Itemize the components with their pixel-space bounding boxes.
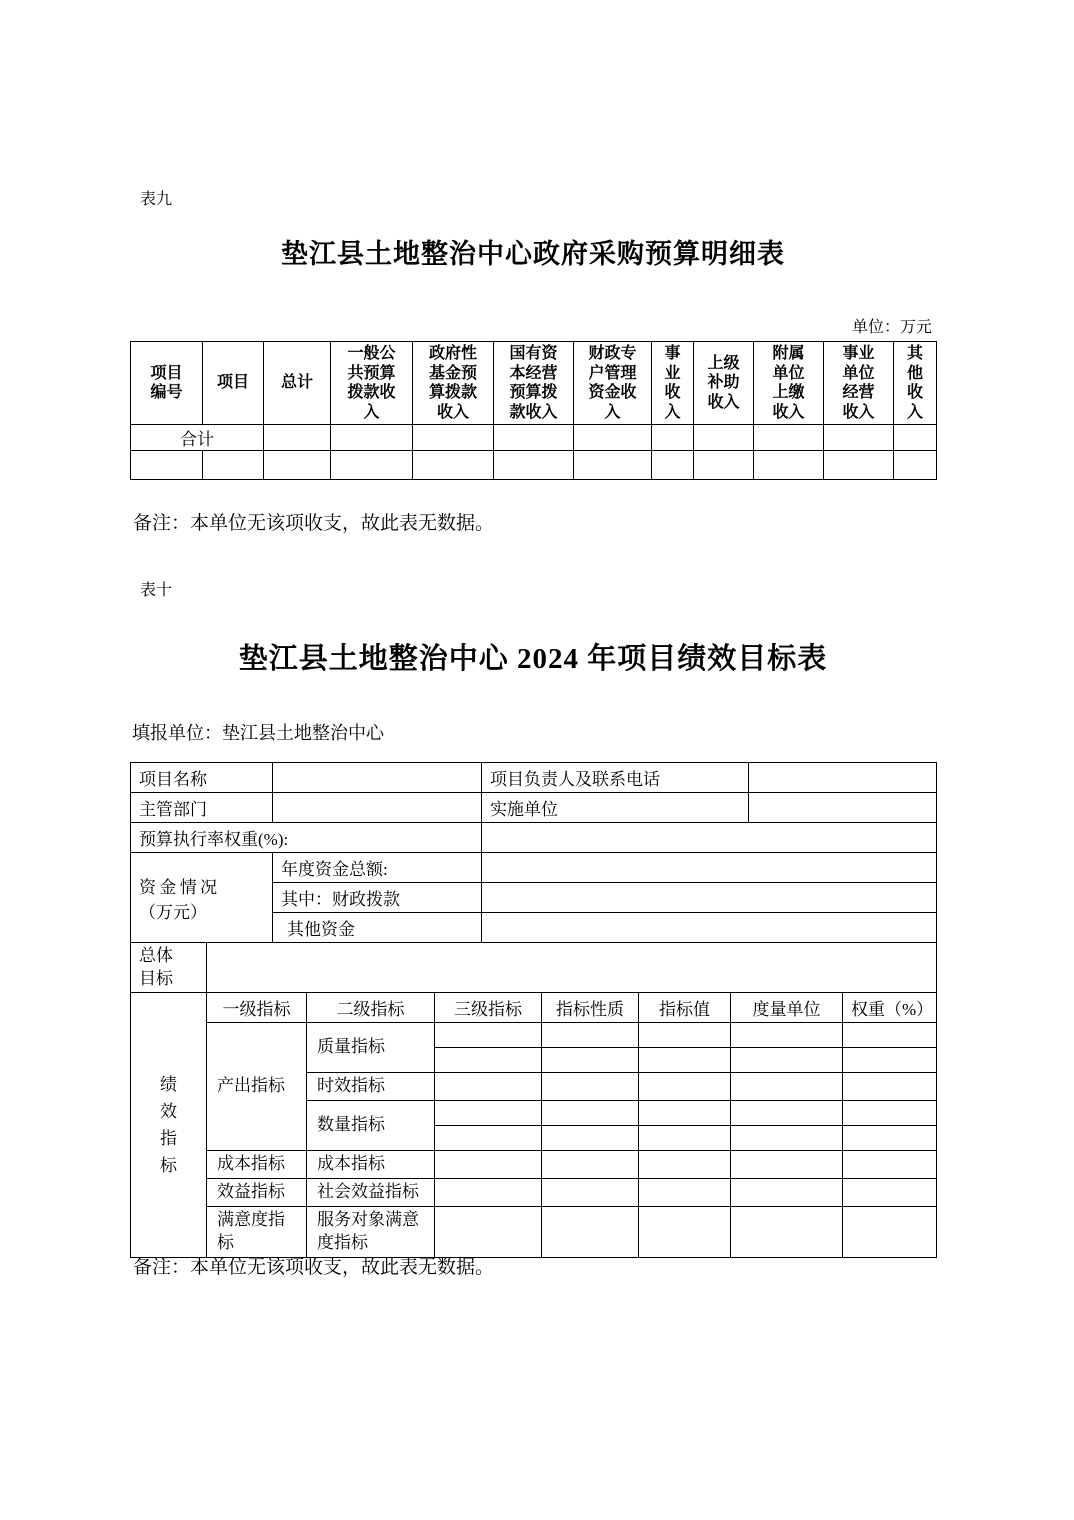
empty-cell [435, 1101, 542, 1126]
empty-cell [843, 1023, 937, 1048]
annual-total-label: 年度资金总额: [273, 853, 482, 883]
empty-cell [694, 451, 754, 480]
row-overall-goal [131, 943, 937, 993]
performance-indicator-grid [130, 992, 937, 1258]
empty-cell [542, 1048, 639, 1073]
empty-cell [652, 451, 694, 480]
fiscal-value-cell [482, 883, 937, 913]
table9-empty-row [131, 451, 937, 480]
col-header-level3: 三级指标 [435, 993, 542, 1023]
table10-label: 表十 [140, 582, 173, 599]
col-header-level2: 二级指标 [307, 993, 435, 1023]
empty-cell [639, 1126, 731, 1151]
empty-cell [639, 1048, 731, 1073]
funding-label: 资金情况（万元） [131, 853, 273, 943]
empty-cell [639, 1207, 731, 1258]
table9-label: 表九 [140, 191, 173, 208]
empty-cell [843, 1073, 937, 1101]
col-header-weight: 权重（%） [843, 993, 937, 1023]
empty-cell [542, 1207, 639, 1258]
service-satisfaction-indicator-label: 服务对象满意度指标 [307, 1207, 435, 1258]
perf-row [131, 1023, 937, 1048]
empty-cell [694, 425, 754, 451]
empty-cell [731, 1073, 843, 1101]
col-header-gov-fund-budget: 政府性基金预算拨款收入 [413, 342, 494, 425]
table9-title: 垫江县土地整治中心政府采购预算明细表 [281, 239, 785, 269]
empty-cell [894, 451, 937, 480]
col-header-affiliated-unit-payment: 附属单位上缴收入 [754, 342, 824, 425]
empty-cell [824, 425, 894, 451]
col-header-indicator-nature: 指标性质 [542, 993, 639, 1023]
col-header-general-public-budget: 一般公共预算拨款收入 [331, 342, 413, 425]
empty-cell [824, 451, 894, 480]
empty-cell [574, 451, 652, 480]
empty-cell [435, 1048, 542, 1073]
perf-row [131, 1207, 937, 1258]
other-funds-label: 其他资金 [273, 913, 482, 943]
perf-header-row [131, 993, 937, 1023]
row-project-name [131, 763, 937, 793]
empty-cell [731, 1101, 843, 1126]
empty-cell [731, 1048, 843, 1073]
social-benefit-indicator-label: 社会效益指标 [307, 1179, 435, 1207]
col-header-superior-subsidy: 上级补助收入 [694, 342, 754, 425]
empty-cell [843, 1126, 937, 1151]
empty-cell [843, 1048, 937, 1073]
perf-row [131, 1151, 937, 1179]
cost-indicator-level1-label: 成本指标 [207, 1151, 307, 1179]
empty-cell [264, 451, 331, 480]
empty-cell [843, 1207, 937, 1258]
satisfaction-indicator-label: 满意度指标 [207, 1207, 307, 1258]
empty-cell [203, 451, 264, 480]
table10-title: 垫江县土地整治中心 2024 年项目绩效目标表 [238, 643, 828, 675]
empty-cell [413, 425, 494, 451]
empty-cell [435, 1023, 542, 1048]
empty-cell [413, 451, 494, 480]
empty-cell [843, 1101, 937, 1126]
procurement-budget-table [130, 341, 937, 480]
output-indicator-label: 产出指标 [207, 1023, 307, 1151]
overall-goal-value-cell [207, 943, 937, 993]
impl-unit-label: 实施单位 [482, 793, 749, 823]
empty-cell [639, 1101, 731, 1126]
empty-cell [435, 1126, 542, 1151]
annual-total-value-cell [482, 853, 937, 883]
project-name-value-cell [273, 763, 482, 793]
empty-cell [639, 1179, 731, 1207]
quantity-indicator-label: 数量指标 [307, 1101, 435, 1151]
empty-cell [843, 1179, 937, 1207]
col-header-level1: 一级指标 [207, 993, 307, 1023]
table9-unit-note: 单位：万元 [851, 319, 932, 336]
impl-unit-value-cell [749, 793, 937, 823]
cost-indicator-level2-label: 成本指标 [307, 1151, 435, 1179]
empty-cell [542, 1126, 639, 1151]
quality-indicator-label: 质量指标 [307, 1023, 435, 1073]
empty-cell [542, 1101, 639, 1126]
empty-cell [131, 451, 203, 480]
overall-goal-grid [130, 942, 937, 993]
col-header-measure-unit: 度量单位 [731, 993, 843, 1023]
empty-cell [639, 1073, 731, 1101]
empty-cell [639, 1151, 731, 1179]
table10-note: 备注：本单位无该项收支，故此表无数据。 [133, 1257, 495, 1278]
overall-goal-label: 总体目标 [131, 943, 207, 993]
empty-cell [639, 1023, 731, 1048]
row-dept [131, 793, 937, 823]
benefit-indicator-label: 效益指标 [207, 1179, 307, 1207]
row-budget-weight [131, 823, 937, 853]
empty-cell [574, 425, 652, 451]
empty-cell [435, 1073, 542, 1101]
budget-weight-label: 预算执行率权重(%): [131, 823, 482, 853]
col-header-total: 总计 [264, 342, 331, 425]
col-header-fiscal-account-funds: 财政专户管理资金收入 [574, 342, 652, 425]
timeliness-indicator-label: 时效指标 [307, 1073, 435, 1101]
other-funds-value-cell [482, 913, 937, 943]
empty-cell [542, 1073, 639, 1101]
col-header-state-capital-budget: 国有资本经营预算拨款收入 [494, 342, 574, 425]
empty-cell [731, 1179, 843, 1207]
col-header-project-code: 项目编号 [131, 342, 203, 425]
empty-cell [731, 1126, 843, 1151]
reporting-unit: 填报单位：垫江县土地整治中心 [132, 723, 384, 743]
empty-cell [754, 425, 824, 451]
budget-weight-value-cell [482, 823, 937, 853]
empty-cell [652, 425, 694, 451]
empty-cell [843, 1151, 937, 1179]
empty-cell [754, 451, 824, 480]
leader-phone-label: 项目负责人及联系电话 [482, 763, 749, 793]
fiscal-label: 其中：财政拨款 [273, 883, 482, 913]
empty-cell [894, 425, 937, 451]
empty-cell [731, 1023, 843, 1048]
empty-cell [494, 451, 574, 480]
empty-cell [494, 425, 574, 451]
dept-label: 主管部门 [131, 793, 273, 823]
empty-cell [264, 425, 331, 451]
empty-cell [331, 425, 413, 451]
table9-header-row [131, 342, 937, 425]
col-header-other-income: 其他收入 [894, 342, 937, 425]
col-header-indicator-value: 指标值 [639, 993, 731, 1023]
dept-value-cell [273, 793, 482, 823]
perf-row [131, 1179, 937, 1207]
performance-target-table [130, 762, 937, 1258]
table9-total-row [131, 425, 937, 451]
empty-cell [435, 1207, 542, 1258]
table9-note: 备注：本单位无该项收支，故此表无数据。 [133, 513, 495, 534]
col-header-project: 项目 [203, 342, 264, 425]
empty-cell [542, 1151, 639, 1179]
empty-cell [731, 1151, 843, 1179]
project-name-label: 项目名称 [131, 763, 273, 793]
row-annual-total [131, 853, 937, 883]
empty-cell [542, 1179, 639, 1207]
empty-cell [435, 1179, 542, 1207]
empty-cell [435, 1151, 542, 1179]
project-info-grid [130, 762, 937, 943]
col-header-business-operating-income: 事业单位经营收入 [824, 342, 894, 425]
col-header-business-income: 事业收入 [652, 342, 694, 425]
total-row-label: 合计 [131, 425, 264, 451]
empty-cell [731, 1207, 843, 1258]
empty-cell [542, 1023, 639, 1048]
perf-section-label: 绩效指标 [131, 993, 207, 1258]
empty-cell [331, 451, 413, 480]
leader-phone-value-cell [749, 763, 937, 793]
